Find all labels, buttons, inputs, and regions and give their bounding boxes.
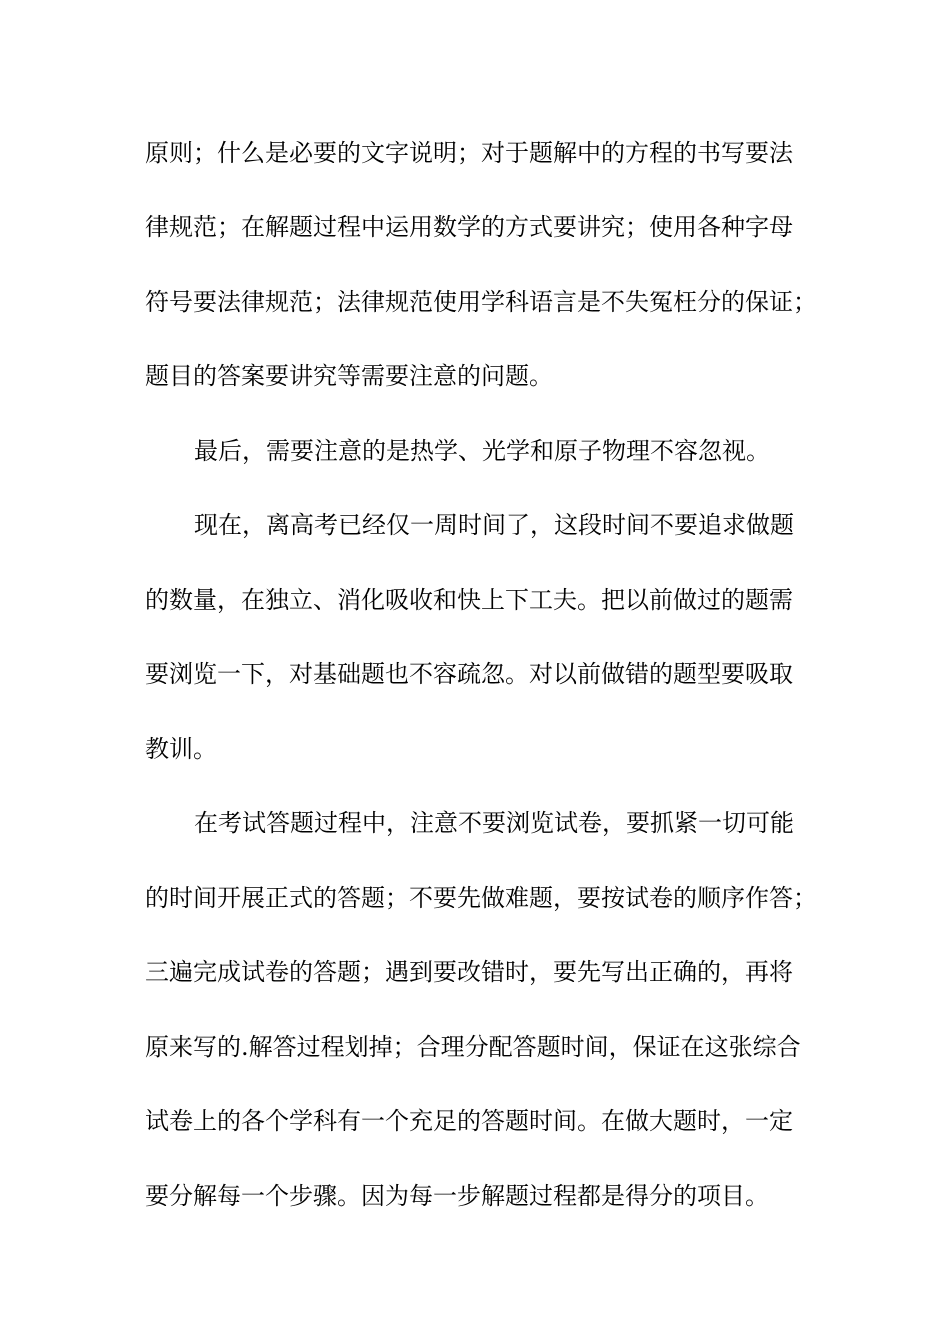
text-line-3: 符号要法律规范；法律规范使用学科语言是不失冤枉分的保证； <box>145 288 817 316</box>
text-line-4: 题目的答案要讲究等需要注意的问题。 <box>145 362 553 390</box>
text-line-6: 现在，离高考已经仅一周时间了，这段时间不要追求做题 <box>194 511 794 539</box>
text-line-5: 最后，需要注意的是热学、光学和原子物理不容忽视。 <box>194 437 770 465</box>
text-line-7: 的数量，在独立、消化吸收和快上下工夫。把以前做过的题需 <box>145 586 793 614</box>
text-line-14: 试卷上的各个学科有一个充足的答题时间。在做大题时，一定 <box>145 1107 793 1135</box>
text-line-8: 要浏览一下，对基础题也不容疏忽。对以前做错的题型要吸取 <box>145 660 793 688</box>
text-line-2: 律规范；在解题过程中运用数学的方式要讲究；使用各种字母 <box>145 213 793 241</box>
text-line-13: 原来写的.解答过程划掉；合理分配答题时间，保证在这张综合 <box>145 1033 801 1061</box>
text-line-1: 原则；什么是必要的文字说明；对于题解中的方程的书写要法 <box>145 139 793 167</box>
text-line-9: 教训。 <box>145 735 217 763</box>
text-line-12: 三遍完成试卷的答题；遇到要改错时，要先写出正确的，再将 <box>145 958 793 986</box>
text-line-11: 的时间开展正式的答题；不要先做难题，要按试卷的顺序作答； <box>145 884 817 912</box>
text-line-10: 在考试答题过程中，注意不要浏览试卷，要抓紧一切可能 <box>194 809 794 837</box>
text-line-15: 要分解每一个步骤。因为每一步解题过程都是得分的项目。 <box>145 1182 769 1210</box>
